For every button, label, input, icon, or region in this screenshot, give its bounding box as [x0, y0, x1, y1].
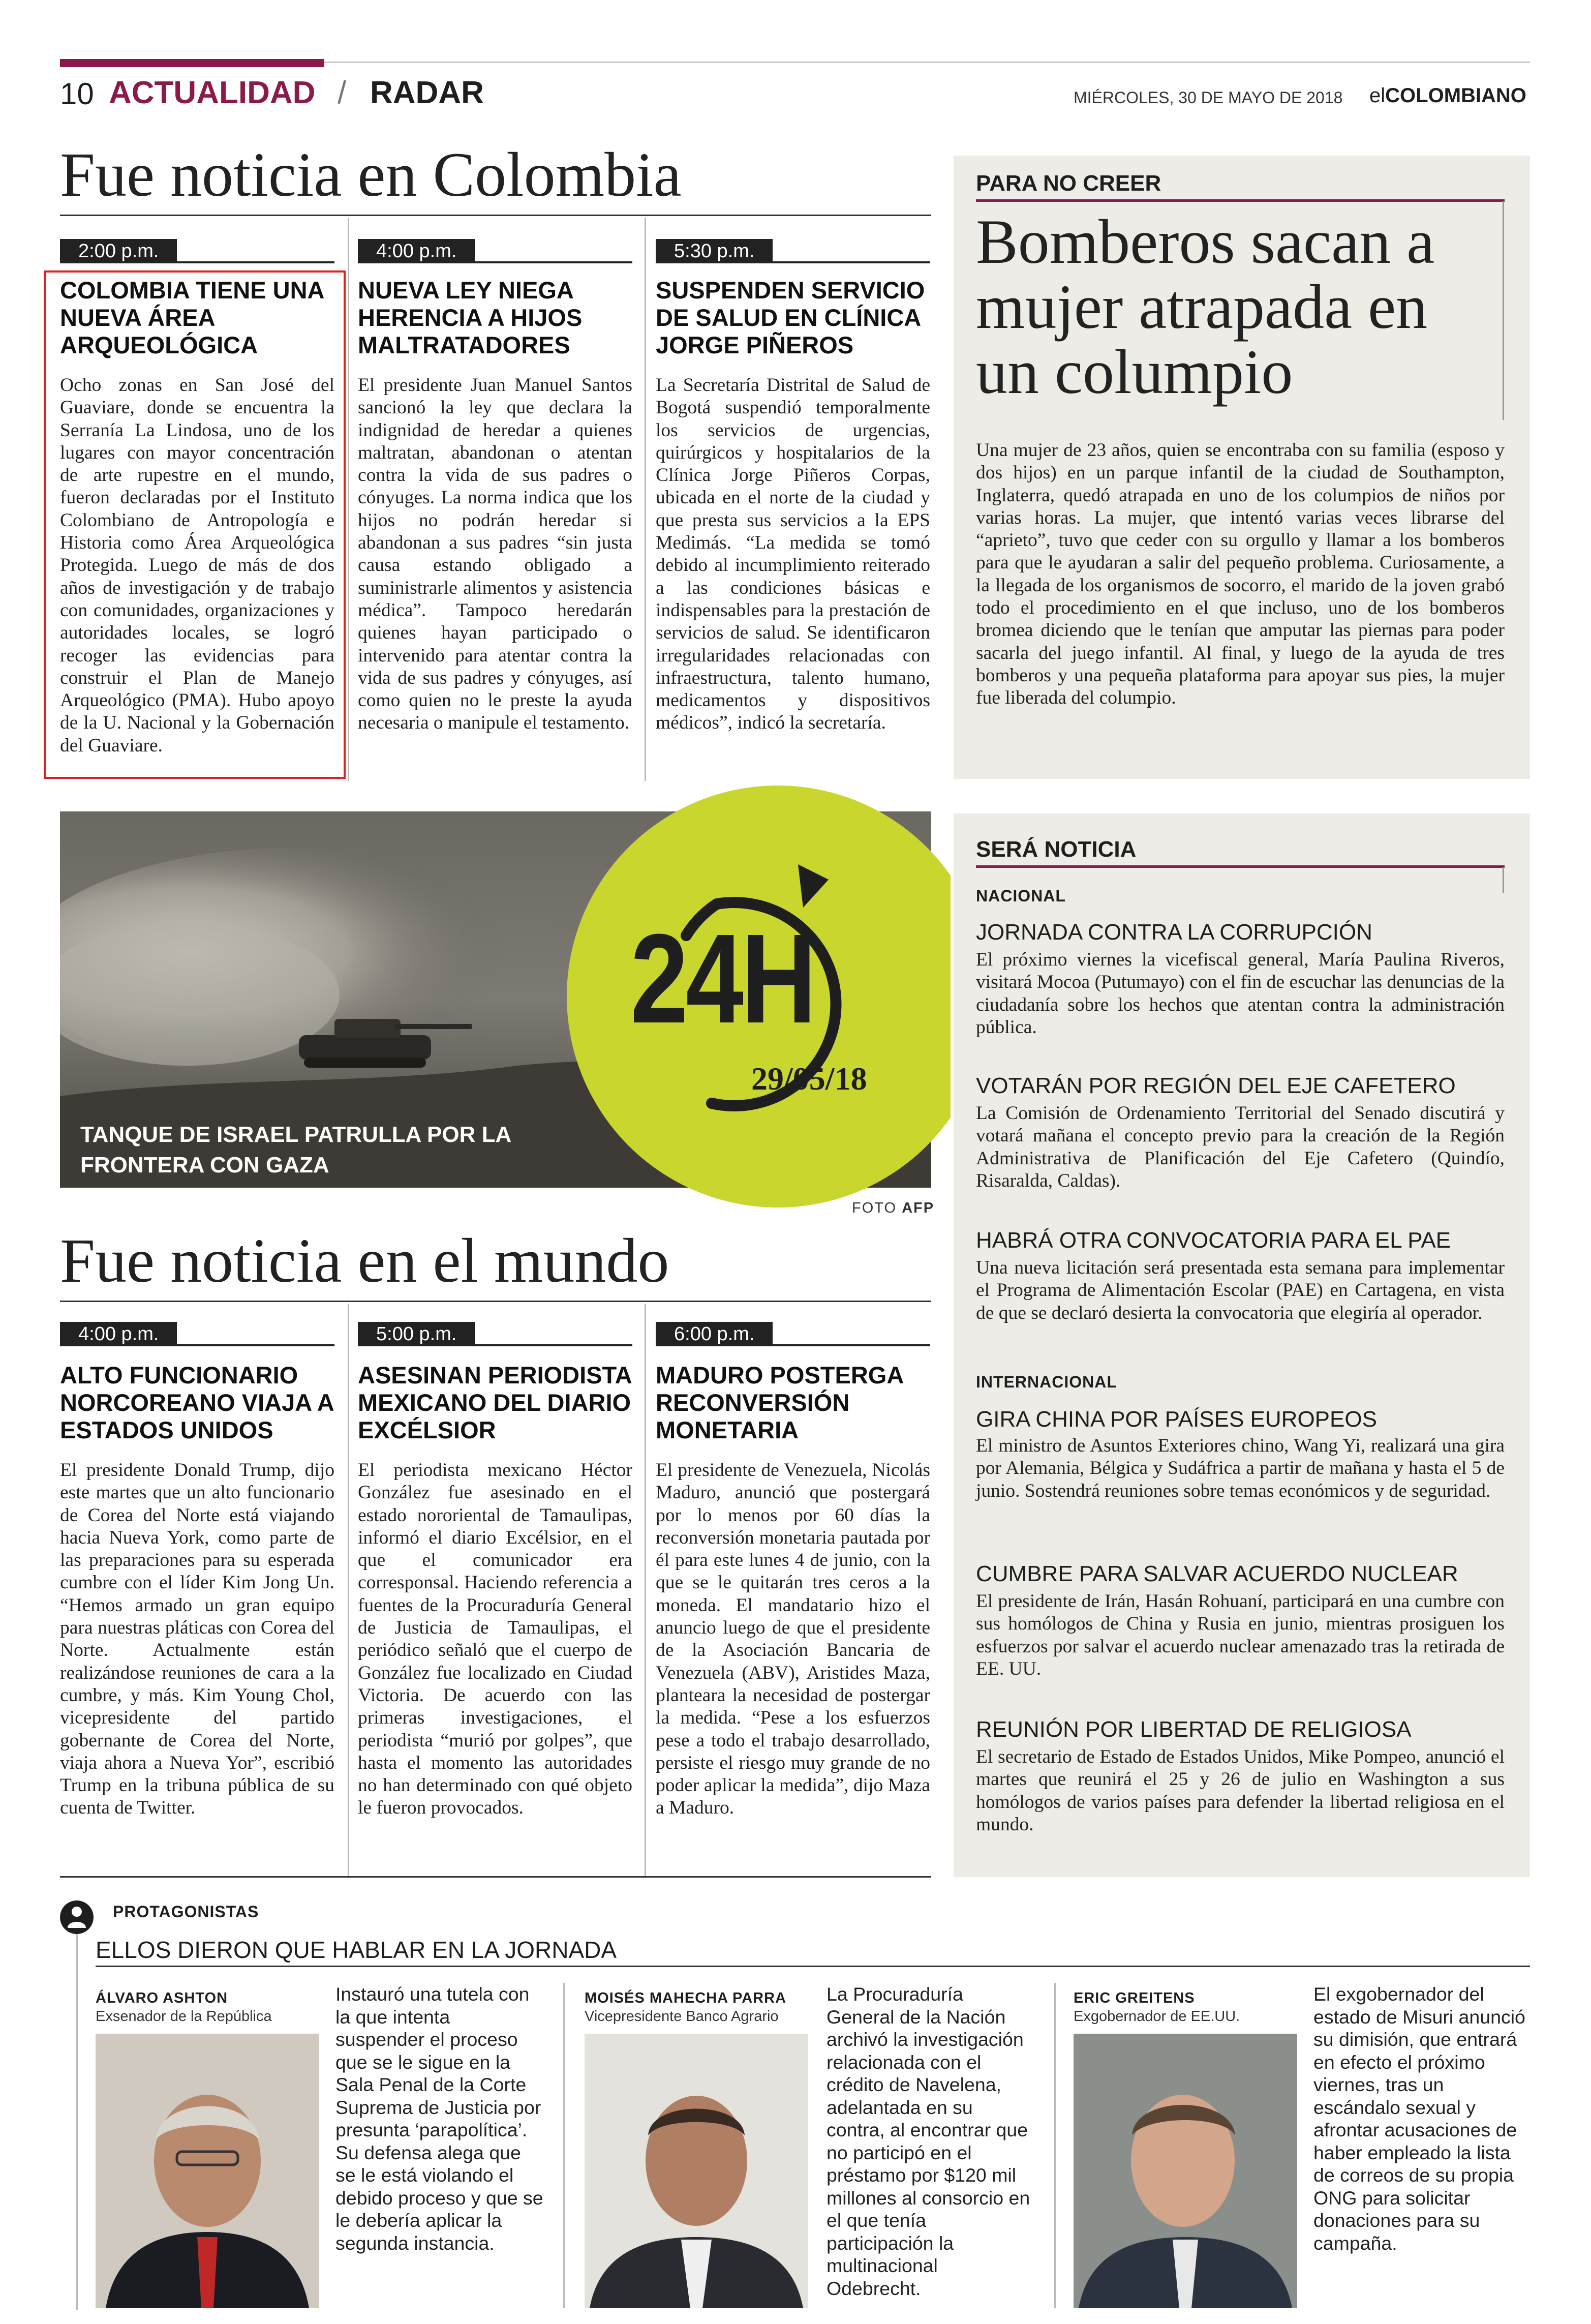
brand-prefix: el [1369, 84, 1386, 107]
colombia-title-rule [60, 215, 931, 216]
time-tag: 2:00 p.m. [60, 239, 177, 263]
sera-item-body: El secretario de Estado de Estados Unidos, Mike Pompeo, anunció el martes que reunirá el 25 y 26 de julio en Washington a sus homólogos de varios países para defender la libertad religiosa en el mundo. [976, 1746, 1505, 1835]
sera-item-head[interactable]: REUNIÓN POR LIBERTAD DE RELIGIOSA [976, 1717, 1412, 1742]
news-body: El presidente Juan Manuel Santos sancionó la ley que declara la indignidad de heredar a quienes maltratan, abandonan o atentan contra la vida de sus padres o cónyuges. La norma indica que los hijos no podrán heredar si abandonan a sus padres “sin justa causa estando obligado a suministrarle alimentos y asistencia médica”. Tampoco heredarán quienes hayan participado o intervenido para atentar contra la vida de sus padres y cónyuges, así como quien no le preste la ayuda necesaria o manipule el testamento. [358, 375, 632, 734]
news-headline[interactable]: ALTO FUNCIONARIO NORCOREANO VIAJA A ESTADOS UNIDOS [60, 1362, 333, 1443]
person-name: MOISÉS MAHECHA PARRA [585, 1990, 787, 2006]
time-tag: 5:00 p.m. [358, 1322, 475, 1346]
box-divider [1503, 867, 1504, 893]
section-color-bar [60, 59, 324, 67]
colombia-news-1 [60, 239, 334, 263]
news-headline[interactable]: ASESINAN PERIODISTA MEXICANO DEL DIARIO EXCÉLSIOR [358, 1362, 631, 1443]
person-role: Exsenador de la República [96, 2008, 272, 2025]
mundo-title-rule [60, 1301, 931, 1302]
time-tag: 6:00 p.m. [656, 1322, 773, 1346]
person-text: El exgobernador del estado de Misuri anunció su dimisión, que entrará en efecto el próximo viernes, tras un escándalo sexual y afrontar acusaciones de haber empleado la lista de correos de su propia ONG para solicitar donaciones para su campaña. [1313, 1983, 1525, 2254]
sera-item-body: El próximo viernes la vicefiscal general, María Paulina Riveros, visitará Mocoa (Putumayo) con el fin de escuchar las denuncias de la ciudadanía sobre los hechos que atentan contra la administración pública. [976, 949, 1505, 1038]
para-no-creer-kicker: PARA NO CREER [976, 171, 1161, 196]
column-divider [348, 1304, 349, 1878]
section-name[interactable]: ACTUALIDAD [109, 75, 316, 110]
page-number: 10 [60, 77, 94, 111]
news-body: El presidente Donald Trump, dijo este martes que un alto funcionario de Corea del Norte está viajando hacia Nueva York, como parte de las preparaciones para su esperada cumbre con el líder Kim Jong Un. “Hemos armado un gran equipo para nuestras pláticas con Corea del Norte. Actualmente están realizándose reuniones de cara a la cumbre, y más. Kim Young Chol, vicepresidente del partido gobernante de Corea del Norte, viaja ahora a Nueva Yor”, escribió Trump en la tribuna pública de su cuenta de Twitter. [60, 1460, 334, 1819]
person-role: Exgobernador de EE.UU. [1074, 2008, 1240, 2025]
box-divider [1503, 201, 1504, 420]
person-text: La Procuraduría General de la Nación archivó la investigación relacionada con el crédito de Navelena, adelantada en su contra, al encontrar que no participó en el préstamo por $120 mil millones al consorcio en el que tenía participación la multinacional Odebrecht. [827, 1983, 1030, 2299]
photo-caption: TANQUE DE ISRAEL PATRULLA POR LA FRONTERA CON GAZA [80, 1122, 511, 1178]
mundo-news-3 [656, 1322, 930, 1346]
time-tag: 4:00 p.m. [60, 1322, 177, 1346]
news-body: La Secretaría Distrital de Salud de Bogotá suspendió temporalmente los servicios de urgencias, quirúrgicos y hospitalarios de la Clínica Jorge Piñeros Corpas, ubicada en el norte de la ciudad y que presta sus servicios a la EPS Medimás. “La medida se tomó debido al incumplimiento reiterado a las condiciones básicas e indispensables para la prestación de servicios de salud. Se identificaron irregularidades relacionadas con infraestructura, talento humano, medicamentos y dispositivos médicos”, indicó la secretaría. [656, 375, 930, 734]
person-name: ERIC GREITENS [1074, 1990, 1195, 2006]
news-body: Ocho zonas en San José del Guaviare, donde se encuentra la Serranía La Lindosa, uno de los lugares con mayor concentración de arte rupestre en el mundo, fueron declaradas por el Instituto Colombiano de Antropología e Historia como Área Arqueológica Protegida. Luego de más de dos años de investigación y de trabajo con comunidades, organizaciones y autoridades locales, se logró recoger las evidencias para construir el Plan de Manejo Arqueológico (PMA). Hubo apoyo de la U. Nacional y la Gobernación del Guaviare. [60, 375, 334, 756]
sera-item-head[interactable]: VOTARÁN POR REGIÓN DEL EJE CAFETERO [976, 1073, 1456, 1098]
section-separator: / [338, 75, 347, 110]
brand-name: COLOMBIANO [1385, 84, 1526, 107]
protagonistas-rule [96, 1966, 1530, 1967]
protagonistas-subtitle: ELLOS DIERON QUE HABLAR EN LA JORNADA [96, 1937, 617, 1963]
news-headline[interactable]: MADURO POSTERGA RECONVERSIÓN MONETARIA [656, 1362, 903, 1443]
news-headline[interactable]: SUSPENDEN SERVICIO DE SALUD EN CLÍNICA JORGE PIÑEROS [656, 277, 925, 358]
photo-credit [852, 1200, 934, 1217]
credit-source: AFP [902, 1200, 935, 1216]
internacional-label: INTERNACIONAL [976, 1373, 1117, 1391]
mundo-news-1 [60, 1322, 334, 1346]
mundo-section-title: Fue noticia en el mundo [60, 1226, 669, 1295]
column-divider [348, 218, 349, 781]
issue-date: MIÉRCOLES, 30 DE MAYO DE 2018 [1074, 88, 1343, 107]
colombia-news-3 [656, 239, 930, 263]
kicker-rule [976, 199, 1505, 202]
news-body: El periodista mexicano Héctor González fue asesinado en el estado nororiental de Tamaulipas, informó el diario Excélsior, en el que el comunicador era corresponsal. Haciendo referencia a fuentes de la Procuraduría General de Justicia de Tamaulipas, el periódico señaló que el cuerpo de González fue localizado en Ciudad Victoria. De acuerdo con las primeras investigaciones, el periodista “murió por golpes”, que hasta el momento las autoridades no han determinado con qué objeto le fueron provocados. [358, 1460, 632, 1819]
sera-item-body: Una nueva licitación será presentada esta semana para implementar el Programa de Alimentación Escolar (PAE) en Cartagena, en vista de que se declaró desierta la convocatoria que elegiría al operador. [976, 1257, 1505, 1323]
para-no-creer-title[interactable]: Bomberos sacan a mujer atrapada en un columpio [976, 207, 1435, 407]
news-body: El presidente de Venezuela, Nicolás Maduro, anunció que postergará por lo menos por 60 días la reconversión monetaria pautada por él para este lunes 4 de junio, con la que se le quitarán tres ceros a la moneda. El mandatario hizo el anuncio luego de que el presidente de la Asociación Bancaria de Venezuela (ABV), Aristides Maza, planteara la necesidad de postergar la medida. “Pese a los esfuerzos pese a todo el trabajo desarrollado, persiste el riesgo muy grande de no poder aplicar la medida”, dijo Maza a Maduro. [656, 1460, 930, 1819]
person-name: ÁLVARO ASHTON [96, 1990, 228, 2006]
sera-item-head[interactable]: JORNADA CONTRA LA CORRUPCIÓN [976, 920, 1372, 945]
sera-item-body: El presidente de Irán, Hasán Rohuaní, participará en una cumbre con sus homólogos de China y Rusia en junio, mientras prosiguen los esfuerzos por salvar el acuerdo nuclear amenazado tras la retirada de EE. UU. [976, 1591, 1505, 1679]
person-text: Instauró una tutela con la que intenta suspender el proceso que se le sigue en la Sala Penal de la Corte Suprema de Justicia por presunta ‘parapolítica’. Su defensa alega que se le está violando el debido proceso y que se le debería aplicar la segunda instancia. [335, 1983, 543, 2254]
nacional-label: NACIONAL [976, 887, 1066, 905]
portrait-moises-mahecha[interactable] [585, 2034, 808, 2308]
badge-label: 24H [630, 908, 814, 1049]
sera-noticia-kicker: SERÁ NOTICIA [976, 837, 1137, 862]
newspaper-logo[interactable] [1369, 84, 1526, 107]
subsection-name[interactable]: RADAR [370, 75, 484, 110]
portrait-eric-greitens[interactable] [1074, 2034, 1297, 2308]
news-headline[interactable]: NUEVA LEY NIEGA HERENCIA A HIJOS MALTRATADORES [358, 277, 583, 358]
colombia-news-2 [358, 239, 632, 263]
badge-date: 29/05/18 [751, 1061, 867, 1097]
time-tag: 5:30 p.m. [656, 239, 773, 263]
para-no-creer-body: Una mujer de 23 años, quien se encontraba con su familia (esposo y dos hijos) en un parque infantil de la ciudad de Southampton, Inglaterra, quedó atrapada en uno de los columpios de niños por varias horas. La mujer, que intentó varias veces librarse del “aprieto”, tuvo que ceder con su orgullo y llamar a los bomberos para que le ayudaran a salir del pequeño problema. Curiosamente, a la llegada de los organismos de socorro, el marido de la joven grabó todo el procedimiento en el que incluso, uno de los bomberos bromea diciendo que le tenían que amputar las piernas para poder sacarla del juego infantil. Al final, y luego de la ayuda de tres bomberos y una pequeña plataforma para apoyar sus pies, la mujer fue liberada del columpio. [976, 440, 1505, 709]
sera-item-head[interactable]: CUMBRE PARA SALVAR ACUERDO NUCLEAR [976, 1561, 1458, 1586]
person-icon [60, 1900, 94, 1934]
column-divider [645, 218, 646, 781]
column-divider [645, 1304, 646, 1878]
news-headline[interactable]: COLOMBIA TIENE UNA NUEVA ÁREA ARQUEOLÓGICA [60, 277, 324, 358]
mundo-news-2 [358, 1322, 632, 1346]
colombia-section-title: Fue noticia en Colombia [60, 140, 682, 209]
sera-item-body: El ministro de Asuntos Exteriores chino, Wang Yi, realizará una gira por Alemania, Bélgica y Sudáfrica a partir de mañana y hasta el 5 de junio. Sostendrá reuniones sobre temas económicos y de seguridad. [976, 1435, 1505, 1501]
protagonistas-kicker: PROTAGONISTAS [113, 1903, 259, 1921]
sera-item-head[interactable]: HABRÁ OTRA CONVOCATORIA PARA EL PAE [976, 1228, 1451, 1253]
person-role: Vicepresidente Banco Agrario [585, 2008, 779, 2025]
column-divider [1054, 1983, 1056, 2308]
credit-label: FOTO [852, 1200, 897, 1216]
mundo-bottom-rule [60, 1876, 931, 1878]
column-divider [563, 1983, 565, 2308]
sera-item-head[interactable]: GIRA CHINA POR PAÍSES EUROPEOS [976, 1407, 1377, 1432]
time-tag: 4:00 p.m. [358, 239, 475, 263]
sera-item-body: La Comisión de Ordenamiento Territorial del Senado discutirá y votará mañana el concepto previo para la creación de la Región Administrativa de Planificación del Eje Cafetero (Quindío, Risaralda, Caldas). [976, 1103, 1505, 1191]
portrait-alvaro-ashton[interactable] [96, 2034, 319, 2308]
kicker-rule [976, 865, 1505, 868]
protagonistas-side-rule [76, 1934, 78, 2310]
